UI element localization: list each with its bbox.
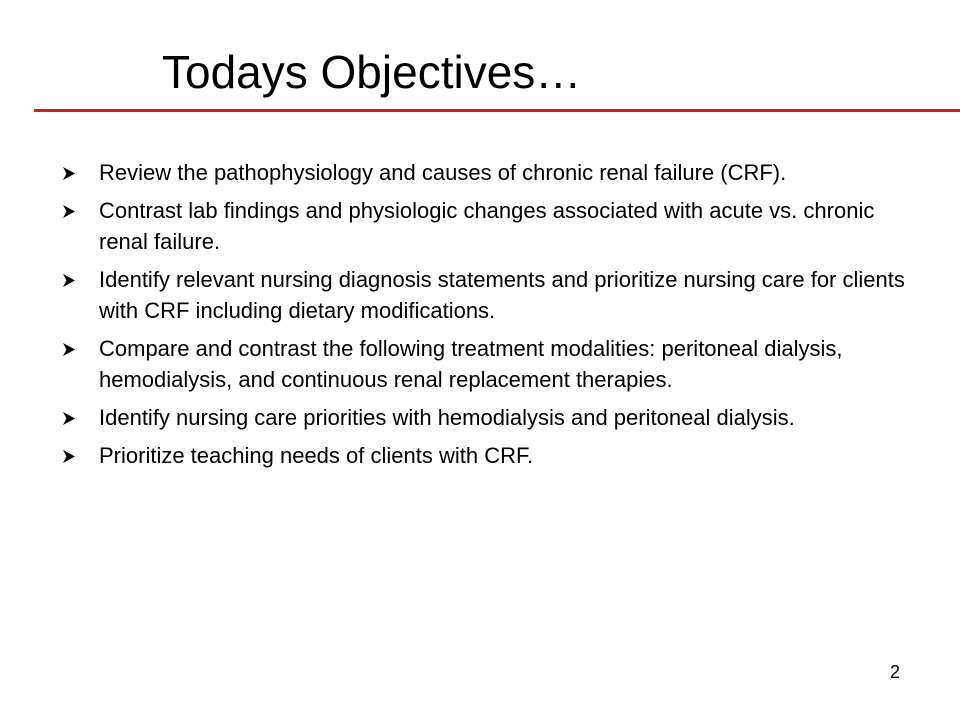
arrowhead-bullet-icon bbox=[63, 343, 75, 356]
objective-text: Identify relevant nursing diagnosis statements and prioritize nursing care for clients with CRF including dietary modifications. bbox=[99, 267, 905, 323]
objective-text: Identify nursing care priorities with hemodialysis and peritoneal dialysis. bbox=[99, 405, 795, 430]
objective-text: Compare and contrast the following treatment modalities: peritoneal dialysis, hemodialysis, and continuous renal replacement therapies. bbox=[99, 336, 843, 392]
arrowhead-bullet-icon bbox=[63, 205, 75, 218]
arrowhead-bullet-icon bbox=[63, 274, 75, 287]
objective-text: Prioritize teaching needs of clients with CRF. bbox=[99, 443, 534, 468]
objective-item bbox=[0, 402, 960, 433]
slide-title: Todays Objectives… bbox=[162, 46, 582, 98]
objective-item bbox=[0, 440, 960, 471]
objectives-list bbox=[0, 157, 960, 478]
arrowhead-bullet-icon bbox=[63, 167, 75, 180]
page-number: 2 bbox=[889, 662, 900, 682]
objective-item bbox=[0, 333, 960, 395]
arrowhead-bullet-icon bbox=[63, 450, 75, 463]
arrowhead-bullet-icon bbox=[63, 412, 75, 425]
objective-item bbox=[0, 264, 960, 326]
objective-text: Review the pathophysiology and causes of chronic renal failure (CRF). bbox=[99, 160, 787, 185]
objective-text: Contrast lab findings and physiologic changes associated with acute vs. chronic renal failure. bbox=[99, 198, 875, 254]
objective-item bbox=[0, 157, 960, 188]
title-underline bbox=[34, 109, 960, 112]
objective-item bbox=[0, 195, 960, 257]
